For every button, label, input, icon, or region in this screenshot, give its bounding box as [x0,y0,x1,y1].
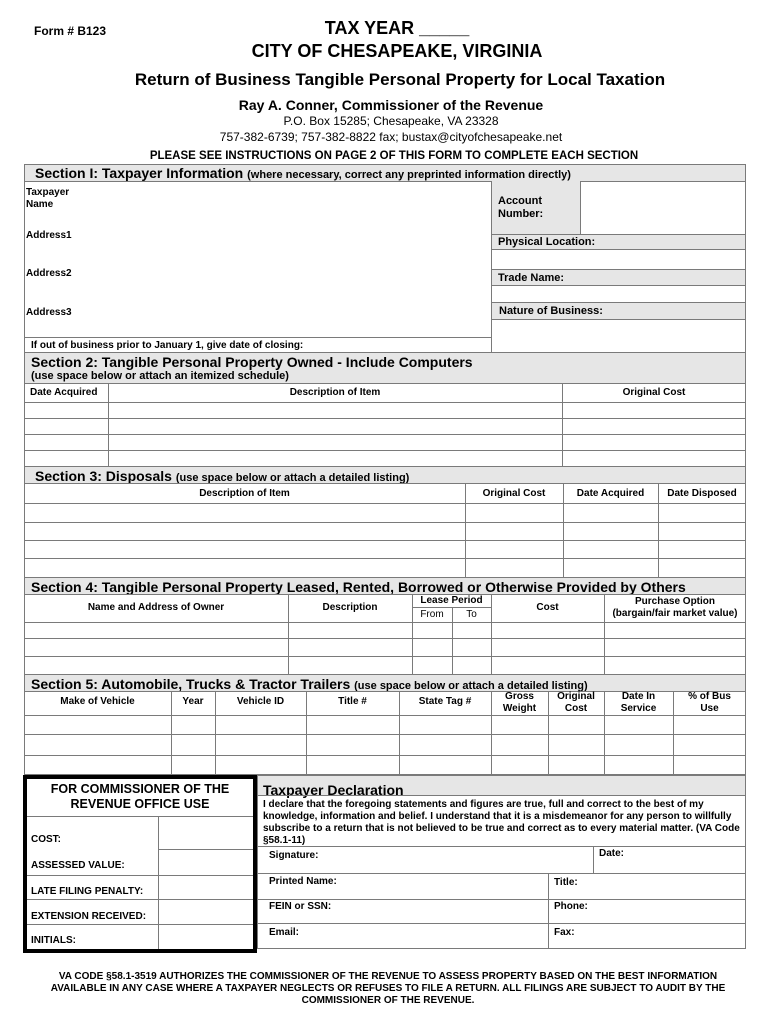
printed-name-label: Printed Name: [269,876,337,887]
declaration-title: Taxpayer Declaration [263,782,404,798]
commissioner-name: Ray A. Conner, Commissioner of the Revenue [238,97,544,113]
fein-field[interactable] [335,900,545,922]
s5-col-business-use: % of Bus Use [688,691,731,714]
address3-label: Address3 [26,307,72,318]
nature-of-business-label: Nature of Business: [499,305,603,317]
date-label: Date: [599,848,625,859]
office-cost-label: COST: [31,834,61,845]
office-initials-field[interactable] [160,926,252,948]
s4-col-to: To [466,609,477,620]
footer-note: VA CODE §58.1-3519 AUTHORIZES THE COMMISSIONER OF THE REVENUE TO ASSESS PROPERTY BASED ON THE BEST INFORMATION AVAILABLE IN ANY CASE WHERE A TAXPAYER NEGLECTS OR REFUSES TO FILE A RETURN. ALL FILINGS ARE SUBJECT TO AUDIT BY THE COMMISSIONER OF THE REVENUE. [50,971,726,1006]
office-contact: 757-382-6739; 757-382-8822 fax; bustax@cityofchesapeake.net [219,130,563,144]
address1-field[interactable] [80,228,485,262]
office-extension-label: EXTENSION RECEIVED: [31,911,147,922]
address2-field[interactable] [80,266,485,300]
closing-date-label: If out of business prior to January 1, give date of closing: [31,340,304,351]
tax-year: TAX YEAR _____ [324,18,470,38]
trade-name-field[interactable] [491,285,746,303]
s2-col-description: Description of Item [289,387,381,398]
s5-col-date-in-service: Date In Service [620,691,657,714]
title-label: Title: [554,877,578,888]
phone-label: Phone: [554,901,588,912]
section5-title: Section 5: Automobile, Trucks & Tractor Trailers (use space below or attach a detailed listing) [31,676,588,692]
s4-col-from: From [420,609,444,620]
s2-col-date-acquired: Date Acquired [30,387,98,398]
fax-field[interactable] [580,925,742,947]
email-label: Email: [269,927,300,938]
fax-label: Fax: [554,927,575,938]
form-title: Return of Business Tangible Personal Property for Local Taxation [134,70,666,89]
s3-col-date-disposed: Date Disposed [667,488,737,499]
office-late-filing-field[interactable] [160,877,252,898]
trade-name-label: Trade Name: [498,272,565,284]
closing-date-field[interactable] [345,339,485,352]
s5-col-vehicle-id: Vehicle ID [236,696,285,707]
physical-location-label: Physical Location: [498,236,596,248]
s4-col-owner: Name and Address of Owner [87,602,225,613]
section2-title: Section 2: Tangible Personal Property Owned - Include Computers [31,354,473,370]
address3-field[interactable] [80,304,485,334]
section3-title: Section 3: Disposals (use space below or attach a detailed listing) [35,468,410,484]
address1-label: Address1 [26,230,72,241]
s2-col-original-cost: Original Cost [622,387,686,398]
nature-of-business-field[interactable] [491,319,746,353]
office-late-filing-label: LATE FILING PENALTY: [31,886,144,897]
section2-note: (use space below or attach an itemized schedule) [31,370,289,382]
account-number-field[interactable] [580,181,746,235]
s5-col-state-tag: State Tag # [418,696,472,707]
taxpayer-name-field[interactable] [80,186,485,222]
office-assessed-label: ASSESSED VALUE: [31,860,125,871]
s3-col-original-cost: Original Cost [482,488,546,499]
office-address: P.O. Box 15285; Chesapeake, VA 23328 [283,114,499,128]
office-cost-field[interactable] [160,818,252,848]
s4-col-cost: Cost [536,602,559,613]
s5-col-original-cost: Original Cost [557,691,595,714]
signature-label: Signature: [269,850,319,861]
s4-col-purchase-option: Purchase Option (bargain/fair market value) [612,596,738,619]
s5-col-year: Year [182,696,204,707]
signature-field[interactable] [325,848,590,872]
address2-label: Address2 [26,268,72,279]
office-initials-label: INITIALS: [31,935,76,946]
office-assessed-field[interactable] [160,851,252,874]
email-field[interactable] [305,925,545,947]
taxpayer-name-label: Taxpayer Name [26,187,70,210]
phone-field[interactable] [592,900,742,922]
s3-col-description: Description of Item [199,488,290,499]
section1-title: Section I: Taxpayer Information (where necessary, correct any preprinted information directly) [35,165,571,181]
s5-col-gross-weight: Gross Weight [502,691,537,714]
s3-col-date-acquired: Date Acquired [576,488,645,499]
title-field[interactable] [582,875,742,898]
s4-col-description: Description [322,602,378,613]
instructions-note: PLEASE SEE INSTRUCTIONS ON PAGE 2 OF THIS FORM TO COMPLETE EACH SECTION [149,150,639,162]
declaration-text: I declare that the foregoing statements and figures are true, full and correct to the best of my knowledge, information and belief. I understand that it is a misdemeanor for any person to willfully subscribe to a return that is not believed to be true and correct as to every material matter. (VA Code §58.1-11) [263,799,740,846]
s4-col-lease-period: Lease Period [420,595,483,606]
printed-name-field[interactable] [345,875,545,898]
account-number-label: Account Number: [498,195,544,220]
s5-col-make: Make of Vehicle [60,696,135,707]
office-extension-field[interactable] [160,901,252,923]
fein-label: FEIN or SSN: [269,901,332,912]
city-title: CITY OF CHESAPEAKE, VIRGINIA [251,41,543,61]
office-use-title: FOR COMMISSIONER OF THE REVENUE OFFICE USE [50,782,230,811]
section4-title: Section 4: Tangible Personal Property Leased, Rented, Borrowed or Otherwise Provided by Others [31,579,686,595]
date-field[interactable] [630,848,742,872]
form-number: Form # B123 [34,24,107,38]
s5-col-title: Title # [338,696,367,707]
physical-location-field[interactable] [491,249,746,270]
